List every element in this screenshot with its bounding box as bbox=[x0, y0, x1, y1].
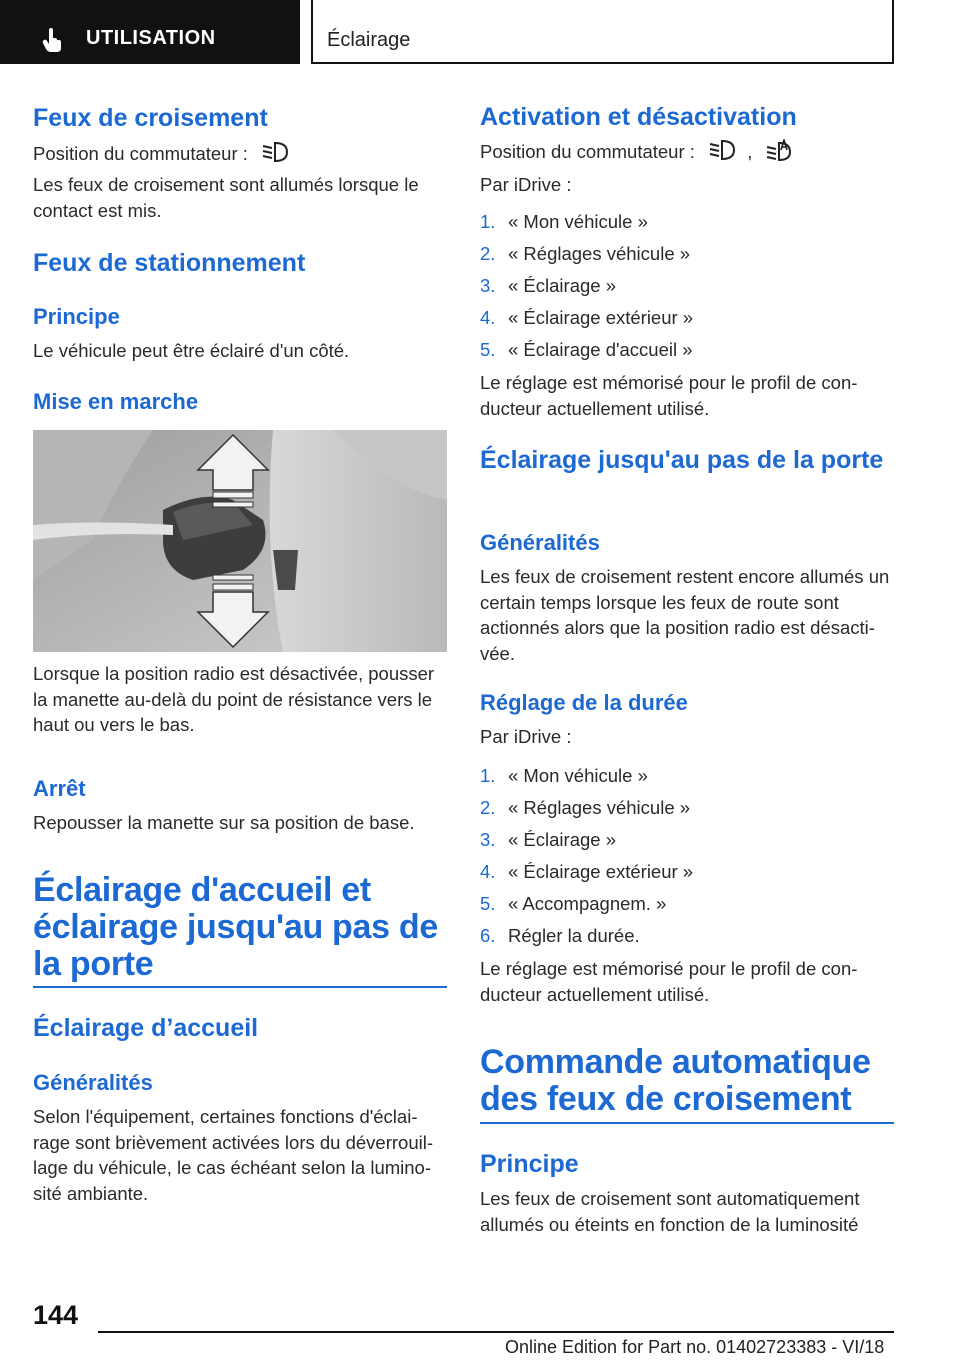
activation-heading: Activation et désactivation bbox=[480, 103, 797, 131]
activation-switch-line bbox=[480, 139, 894, 168]
page-number: 144 bbox=[33, 1300, 79, 1330]
switch-label: Position du commutateur : bbox=[33, 143, 248, 165]
welcome-general-text: Selon l'équipement, certaines fonctions d'éclai-rage sont brièvement activées lors du déverrouil-lage du véhicule, le cas échéant selon la lumino-sité ambiante. bbox=[33, 1106, 433, 1204]
low-beam-heading: Feux de croisement bbox=[33, 104, 268, 132]
list-item: 2. « Réglages véhicule » bbox=[480, 243, 691, 264]
switch-off-heading: Arrêt bbox=[33, 776, 86, 801]
section-rule bbox=[33, 986, 447, 988]
auto-headlight-icon bbox=[765, 139, 793, 168]
activation-idrive-label: Par iDrive : bbox=[480, 174, 572, 195]
doorstep-heading: Éclairage jusqu'au pas de la porte bbox=[480, 446, 884, 474]
low-beam-switch-line bbox=[33, 141, 447, 170]
switch-label: Position du commutateur : bbox=[480, 141, 695, 163]
footer-rule bbox=[98, 1331, 894, 1333]
list-item: 1. « Mon véhicule » bbox=[480, 211, 648, 232]
list-item: 5. « Accompagnem. » bbox=[480, 893, 667, 914]
parking-principle-text: Le véhicule peut être éclairé d'un côté. bbox=[33, 340, 350, 361]
doorstep-general-text: Les feux de croisement restent encore allumés un certain temps lorsque les feux de route sont actionnés alors que la position radio est désacti-vée. bbox=[480, 566, 890, 664]
auto-heading: Commande automatique des feux de croisement bbox=[480, 1043, 871, 1118]
section-tab bbox=[0, 0, 300, 64]
list-item: 2. « Réglages véhicule » bbox=[480, 797, 691, 818]
low-beam-text: Les feux de croisement sont allumés lorsque le contact est mis. bbox=[33, 174, 419, 221]
low-beam-icon bbox=[708, 139, 736, 168]
list-item: 6. Régler la durée. bbox=[480, 925, 640, 946]
parking-principle-heading: Principe bbox=[33, 304, 120, 329]
auto-principle-text: Les feux de croisement sont automatiquement allumés ou éteints en fonction de la luminosité bbox=[480, 1188, 860, 1235]
low-beam-icon bbox=[261, 141, 289, 170]
duration-note: Le réglage est mémorisé pour le profil de con-ducteur actuellement utilisé. bbox=[480, 958, 858, 1005]
chapter-tab bbox=[311, 0, 894, 64]
page-header bbox=[0, 0, 960, 66]
switch-on-text: Lorsque la position radio est désactivée, pousser la manette au-delà du point de résistance vers le haut ou vers le bas. bbox=[33, 663, 435, 735]
edition-info: Online Edition for Part no. 01402723383 - VI/18 bbox=[505, 1337, 885, 1357]
activation-steps bbox=[480, 206, 894, 366]
list-item: 4. « Éclairage extérieur » bbox=[480, 307, 694, 328]
switch-on-heading: Mise en marche bbox=[33, 389, 199, 414]
list-item: 3. « Éclairage » bbox=[480, 829, 616, 850]
list-item: 3. « Éclairage » bbox=[480, 275, 616, 296]
duration-heading: Réglage de la durée bbox=[480, 690, 688, 715]
section-title: UTILISATION bbox=[86, 27, 216, 49]
chapter-title: Éclairage bbox=[327, 29, 411, 51]
stalk-illustration bbox=[33, 430, 447, 652]
icon-separator: , bbox=[747, 141, 753, 163]
section-rule bbox=[480, 1122, 894, 1124]
doorstep-general-heading: Généralités bbox=[480, 530, 600, 555]
duration-idrive-label: Par iDrive : bbox=[480, 726, 572, 747]
activation-note: Le réglage est mémorisé pour le profil de con-ducteur actuellement utilisé. bbox=[480, 372, 858, 419]
list-item: 4. « Éclairage extérieur » bbox=[480, 861, 694, 882]
duration-steps bbox=[480, 760, 894, 952]
hand-pointer-icon bbox=[42, 28, 64, 57]
switch-off-text: Repousser la manette sur sa position de base. bbox=[33, 812, 415, 833]
welcome-sub-heading: Éclairage d’accueil bbox=[33, 1014, 259, 1042]
list-item: 5. « Éclairage d'accueil » bbox=[480, 339, 693, 360]
parking-heading: Feux de stationnement bbox=[33, 249, 306, 277]
welcome-heading: Éclairage d'accueil et éclairage jusqu'au pas de la porte bbox=[33, 871, 438, 983]
list-item: 1. « Mon véhicule » bbox=[480, 765, 648, 786]
auto-principle-heading: Principe bbox=[480, 1150, 579, 1178]
welcome-general-heading: Généralités bbox=[33, 1070, 153, 1095]
